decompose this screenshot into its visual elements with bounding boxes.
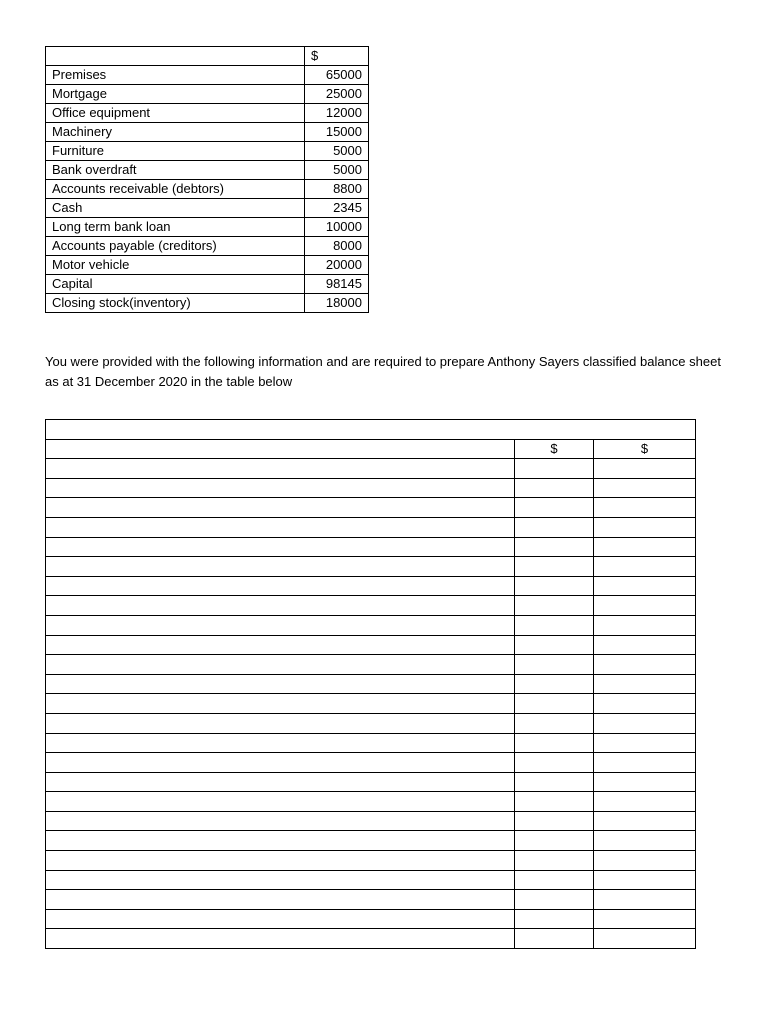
balance-row [46,851,696,871]
info-header-label-cell [46,47,305,66]
balance-amount-cell-2[interactable] [594,615,696,635]
balance-amount-cell-2[interactable] [594,733,696,753]
balance-label-cell[interactable] [46,674,515,694]
balance-amount-cell-2[interactable] [594,811,696,831]
balance-label-cell[interactable] [46,596,515,616]
balance-sheet-table [45,419,696,949]
balance-row [46,792,696,812]
balance-amount-cell-2[interactable] [594,831,696,851]
balance-row [46,674,696,694]
info-row [46,104,369,123]
balance-label-cell[interactable] [46,733,515,753]
balance-row [46,694,696,714]
balance-label-cell[interactable] [46,635,515,655]
balance-label-cell[interactable] [46,615,515,635]
balance-amount-cell-2[interactable] [594,694,696,714]
balance-label-cell[interactable] [46,459,515,479]
info-header-row [46,47,369,66]
info-row [46,256,369,275]
balance-row [46,870,696,890]
balance-amount-cell-2[interactable] [594,576,696,596]
balance-amount-cell-1[interactable] [515,576,594,596]
info-item-value: 10000 [305,218,369,237]
info-item-label: Bank overdraft [46,161,305,180]
balance-label-cell[interactable] [46,870,515,890]
info-item-label: Machinery [46,123,305,142]
balance-amount-cell-1[interactable] [515,655,594,675]
balance-label-cell[interactable] [46,792,515,812]
balance-row [46,655,696,675]
info-item-label: Capital [46,275,305,294]
info-item-label: Closing stock(inventory) [46,294,305,313]
balance-amount-cell-2[interactable] [594,890,696,910]
info-row [46,161,369,180]
info-row [46,218,369,237]
balance-amount-cell-1[interactable] [515,635,594,655]
balance-row [46,459,696,479]
info-item-label: Accounts receivable (debtors) [46,180,305,199]
balance-amount-cell-2[interactable] [594,909,696,929]
balance-amount-cell-2[interactable] [594,674,696,694]
balance-row [46,713,696,733]
balance-label-cell[interactable] [46,517,515,537]
info-item-value: 2345 [305,199,369,218]
balance-row [46,753,696,773]
balance-header-label-cell[interactable] [46,439,515,459]
balance-row [46,517,696,537]
balance-label-cell[interactable] [46,655,515,675]
balance-amount-cell-1[interactable] [515,831,594,851]
balance-amount-cell-2[interactable] [594,772,696,792]
balance-row [46,557,696,577]
balance-label-cell[interactable] [46,557,515,577]
info-item-label: Furniture [46,142,305,161]
balance-amount-cell-1[interactable] [515,517,594,537]
info-item-label: Office equipment [46,104,305,123]
balance-currency-header-1: $ [515,439,594,459]
info-currency-header: $ [305,47,369,66]
info-row [46,142,369,161]
info-item-label: Mortgage [46,85,305,104]
info-item-value: 5000 [305,161,369,180]
balance-label-cell[interactable] [46,831,515,851]
balance-amount-cell-1[interactable] [515,909,594,929]
balance-label-cell[interactable] [46,713,515,733]
balance-amount-cell-2[interactable] [594,655,696,675]
balance-amount-cell-1[interactable] [515,478,594,498]
balance-row [46,890,696,910]
balance-amount-cell-1[interactable] [515,753,594,773]
balance-amount-cell-2[interactable] [594,753,696,773]
balance-currency-header-2: $ [594,439,696,459]
info-item-value: 98145 [305,275,369,294]
balance-label-cell[interactable] [46,478,515,498]
balance-amount-cell-1[interactable] [515,694,594,714]
info-row [46,275,369,294]
balance-label-cell[interactable] [46,909,515,929]
info-item-value: 12000 [305,104,369,123]
info-row [46,294,369,313]
balance-header-row [46,439,696,459]
balance-amount-cell-1[interactable] [515,596,594,616]
info-item-label: Accounts payable (creditors) [46,237,305,256]
balance-amount-cell-2[interactable] [594,517,696,537]
info-item-value: 65000 [305,66,369,85]
balance-label-cell[interactable] [46,537,515,557]
balance-row [46,909,696,929]
info-row [46,180,369,199]
info-item-value: 5000 [305,142,369,161]
balance-label-cell[interactable] [46,498,515,518]
info-item-value: 25000 [305,85,369,104]
info-item-value: 20000 [305,256,369,275]
balance-row [46,615,696,635]
balance-label-cell[interactable] [46,890,515,910]
balance-title-cell[interactable] [46,420,696,440]
balance-amount-cell-1[interactable] [515,811,594,831]
balance-row [46,498,696,518]
info-item-value: 8000 [305,237,369,256]
balance-amount-cell-1[interactable] [515,674,594,694]
balance-amount-cell-2[interactable] [594,537,696,557]
info-row [46,237,369,256]
balance-amount-cell-2[interactable] [594,498,696,518]
balance-amount-cell-1[interactable] [515,615,594,635]
balance-row [46,772,696,792]
balance-amount-cell-1[interactable] [515,870,594,890]
balance-amount-cell-2[interactable] [594,929,696,949]
balance-label-cell[interactable] [46,851,515,871]
balance-label-cell[interactable] [46,694,515,714]
balance-amount-cell-2[interactable] [594,459,696,479]
balance-row [46,596,696,616]
balance-amount-cell-1[interactable] [515,890,594,910]
balance-amount-cell-1[interactable] [515,713,594,733]
balance-amount-cell-2[interactable] [594,851,696,871]
balance-row [46,635,696,655]
balance-row [46,831,696,851]
info-row [46,123,369,142]
balance-row [46,811,696,831]
balance-row [46,537,696,557]
balance-row [46,576,696,596]
balance-row [46,478,696,498]
balance-amount-cell-1[interactable] [515,459,594,479]
balance-row [46,733,696,753]
balance-amount-cell-2[interactable] [594,713,696,733]
info-item-label: Motor vehicle [46,256,305,275]
balance-amount-cell-1[interactable] [515,498,594,518]
info-item-value: 8800 [305,180,369,199]
info-item-label: Cash [46,199,305,218]
info-item-label: Premises [46,66,305,85]
balance-amount-cell-1[interactable] [515,733,594,753]
balance-amount-cell-2[interactable] [594,792,696,812]
info-item-label: Long term bank loan [46,218,305,237]
info-row [46,199,369,218]
given-information-table [45,46,369,313]
balance-label-cell[interactable] [46,811,515,831]
balance-label-cell[interactable] [46,929,515,949]
info-item-value: 18000 [305,294,369,313]
balance-amount-cell-2[interactable] [594,478,696,498]
balance-label-cell[interactable] [46,576,515,596]
instructions-text: You were provided with the following information and are required to prepare Anthony Sayers classified balance sheet as at 31 December 2020 in the table below [45,354,721,389]
balance-amount-cell-1[interactable] [515,772,594,792]
balance-title-row [46,420,696,440]
info-row [46,85,369,104]
info-row [46,66,369,85]
balance-row [46,929,696,949]
balance-amount-cell-2[interactable] [594,635,696,655]
balance-amount-cell-2[interactable] [594,870,696,890]
balance-amount-cell-1[interactable] [515,851,594,871]
balance-amount-cell-2[interactable] [594,596,696,616]
balance-amount-cell-1[interactable] [515,792,594,812]
balance-amount-cell-2[interactable] [594,557,696,577]
balance-amount-cell-1[interactable] [515,557,594,577]
balance-amount-cell-1[interactable] [515,537,594,557]
balance-label-cell[interactable] [46,753,515,773]
balance-label-cell[interactable] [46,772,515,792]
balance-amount-cell-1[interactable] [515,929,594,949]
info-item-value: 15000 [305,123,369,142]
